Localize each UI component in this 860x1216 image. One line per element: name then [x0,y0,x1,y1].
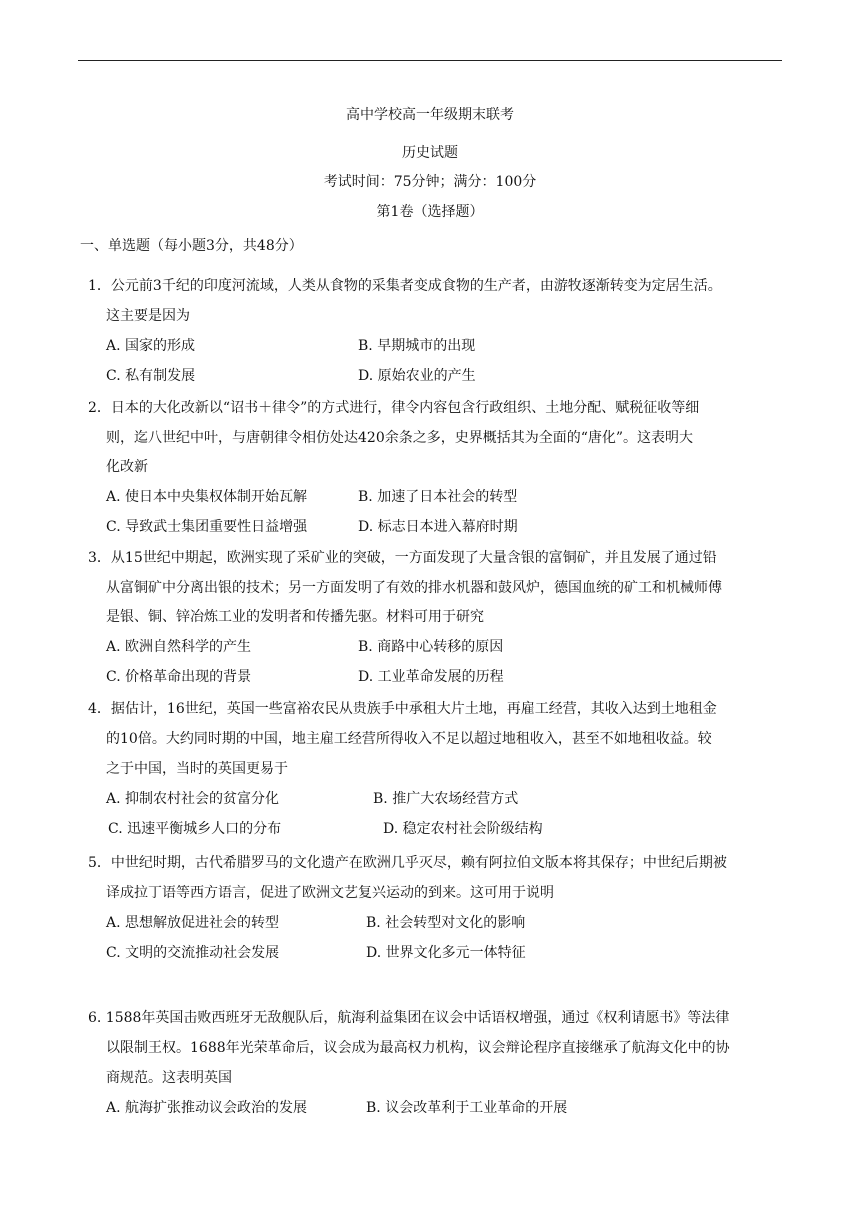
option-c: C. 文明的交流推动社会发展 [106,945,280,961]
option-c: C. 导致武士集团重要性日益增强 [106,519,308,535]
question-text-line: 以限制王权。1688年光荣革命后，议会成为最高权力机构，议会辩论程序直接继承了航海文化中的协 [106,1040,730,1056]
exam-info: 考试时间：75分钟；满分：100分 [323,174,537,190]
option-c: C. 价格革命出现的背景 [106,669,252,685]
option-d: D. 稳定农村社会阶级结构 [383,821,543,837]
question-text-line: 的10倍。大约同时期的中国，地主雇工经营所得收入不足以超过地租收入，甚至不如地租收益。较 [106,731,712,747]
question-text-line: 化改新 [106,459,148,475]
question-text-line: 1．公元前3千纪的印度河流域，人类从食物的采集者变成食物的生产者，由游牧逐渐转变为定居生活。 [88,278,722,294]
option-d: D. 标志日本进入幕府时期 [358,519,518,535]
subject-title: 历史试题 [402,145,458,161]
option-a: A. 使日本中央集权体制开始瓦解 [106,489,308,505]
question-text-line: 译成拉丁语等西方语言，促进了欧洲文艺复兴运动的到来。这可用于说明 [106,885,554,901]
question-text-line: 3．从15世纪中期起，欧洲实现了采矿业的突破，一方面发现了大量含银的富铜矿，并且发展了通过铅 [88,550,717,566]
question-text-line: 从富铜矿中分离出银的技术；另一方面发明了有效的排水机器和鼓风炉，德国血统的矿工和机械师傅 [106,580,722,596]
question-text-line: 是银、铜、锌冶炼工业的发明者和传播先驱。材料可用于研究 [106,609,484,625]
question-text-line: 这主要是因为 [106,308,190,324]
header-rule [78,60,782,61]
option-b: B. 社会转型对文化的影响 [366,915,526,931]
option-c: C. 私有制发展 [106,368,196,384]
option-a: A. 国家的形成 [106,338,196,354]
option-a: A. 航海扩张推动议会政治的发展 [106,1100,308,1116]
question-text-line: 4．据估计，16世纪，英国一些富裕农民从贵族手中承租大片土地，再雇工经营，其收入达到土地租金 [88,701,717,717]
option-b: B. 早期城市的出现 [358,338,476,354]
option-d: D. 原始农业的产生 [358,368,476,384]
option-d: D. 世界文化多元一体特征 [366,945,526,961]
question-text-line: 5．中世纪时期，古代希腊罗马的文化遗产在欧洲几乎灭尽，赖有阿拉伯文版本将其保存；中世纪后期被 [88,855,727,871]
question-text-line: 之于中国，当时的英国更易于 [106,761,288,777]
question-text-line: 2．日本的大化改新以“诏书＋律令”的方式进行，律令内容包含行政组织、土地分配、赋税征收等细 [88,400,700,416]
option-b: B. 议会改革利于工业革命的开展 [366,1100,568,1116]
option-c: C. 迅速平衡城乡人口的分布 [108,821,282,837]
section-title: 一、单选题（每小题3分，共48分） [80,238,303,254]
option-a: A. 欧洲自然科学的产生 [106,639,252,655]
option-a: A. 思想解放促进社会的转型 [106,915,280,931]
option-b: B. 推广大农场经营方式 [373,791,519,807]
school-title: 高中学校高一年级期末联考 [346,107,514,123]
option-b: B. 商路中心转移的原因 [358,639,504,655]
volume-title: 第1卷（选择题） [376,204,484,220]
question-text-line: 6. 1588年英国击败西班牙无敌舰队后，航海利益集团在议会中话语权增强，通过《权利请愿书》等法律 [88,1010,730,1026]
option-b: B. 加速了日本社会的转型 [358,489,518,505]
option-d: D. 工业革命发展的历程 [358,669,504,685]
question-text-line: 商规范。这表明英国 [106,1070,232,1086]
option-a: A. 抑制农村社会的贫富分化 [106,791,280,807]
question-text-line: 则，迄八世纪中叶，与唐朝律令相仿处达420余条之多，史界概括其为全面的“唐化”。这表明大 [106,430,694,446]
